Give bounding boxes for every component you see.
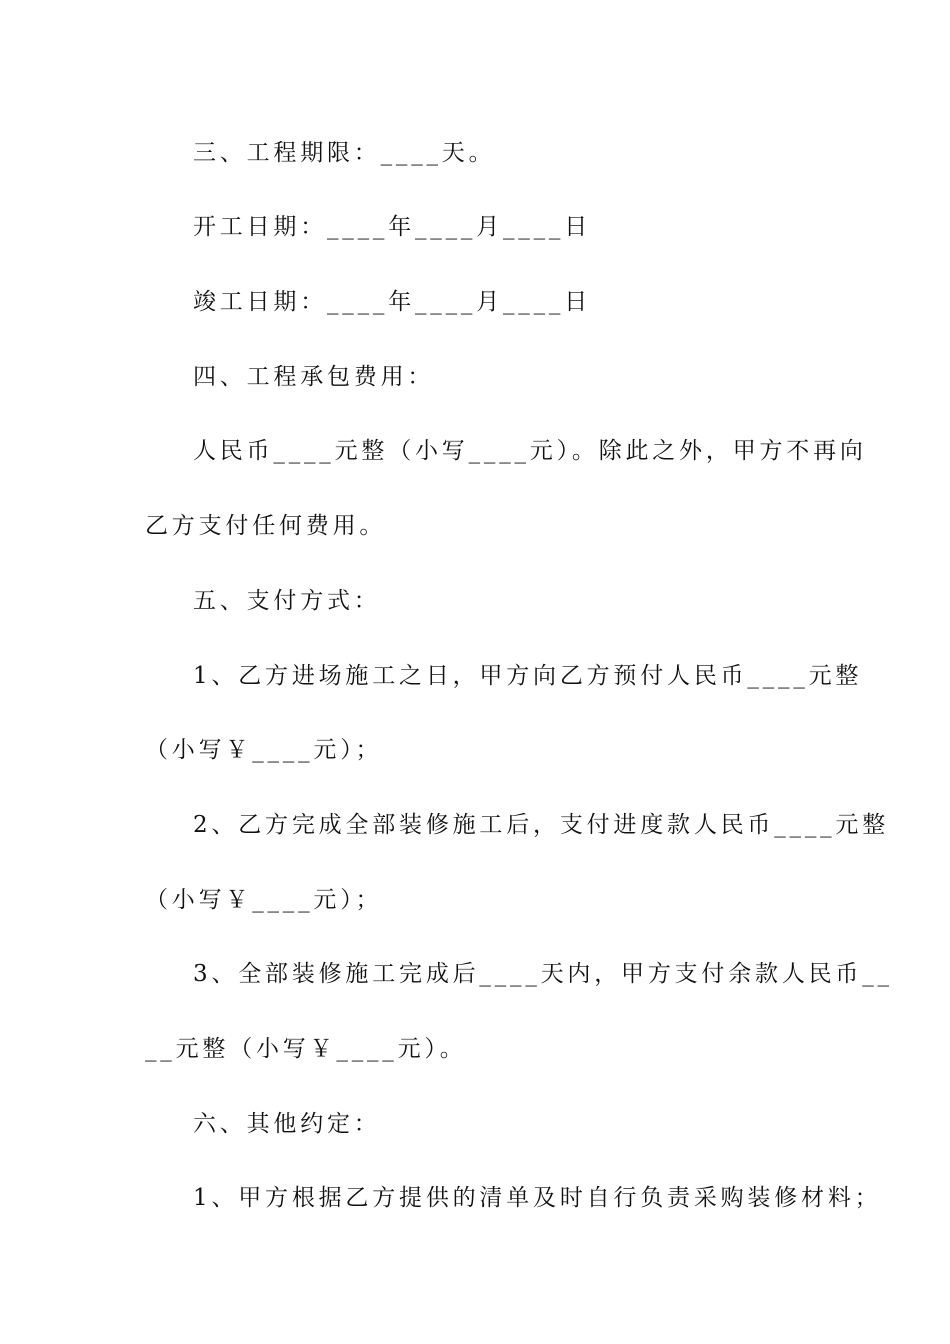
other-terms-item-1: 1、甲方根据乙方提供的清单及时自行负责采购装修材料； xyxy=(193,1185,882,1211)
payment-item-1-continuation: （小写￥____元）； xyxy=(145,737,383,763)
start-date-line: 开工日期：____年____月____日 xyxy=(193,214,591,240)
section-6-heading: 六、其他约定： xyxy=(193,1111,381,1137)
section-4-heading: 四、工程承包费用： xyxy=(193,364,435,390)
section-3-duration: 三、工程期限：____天。 xyxy=(193,140,496,166)
payment-item-2-continuation: （小写￥____元）； xyxy=(145,887,383,913)
contract-fee-line: 人民币____元整（小写____元）。除此之外，甲方不再向 xyxy=(193,438,867,464)
payment-item-3: 3、全部装修施工完成后____天内，甲方支付余款人民币__ xyxy=(193,961,893,987)
section-5-heading: 五、支付方式： xyxy=(193,588,381,614)
completion-date-line: 竣工日期：____年____月____日 xyxy=(193,289,591,315)
payment-item-2: 2、乙方完成全部装修施工后，支付进度款人民币____元整 xyxy=(193,812,890,838)
payment-item-1: 1、乙方进场施工之日，甲方向乙方预付人民币____元整 xyxy=(193,663,863,689)
payment-item-3-continuation: __元整（小写￥____元）。 xyxy=(145,1036,467,1062)
contract-fee-continuation: 乙方支付任何费用。 xyxy=(145,513,387,539)
